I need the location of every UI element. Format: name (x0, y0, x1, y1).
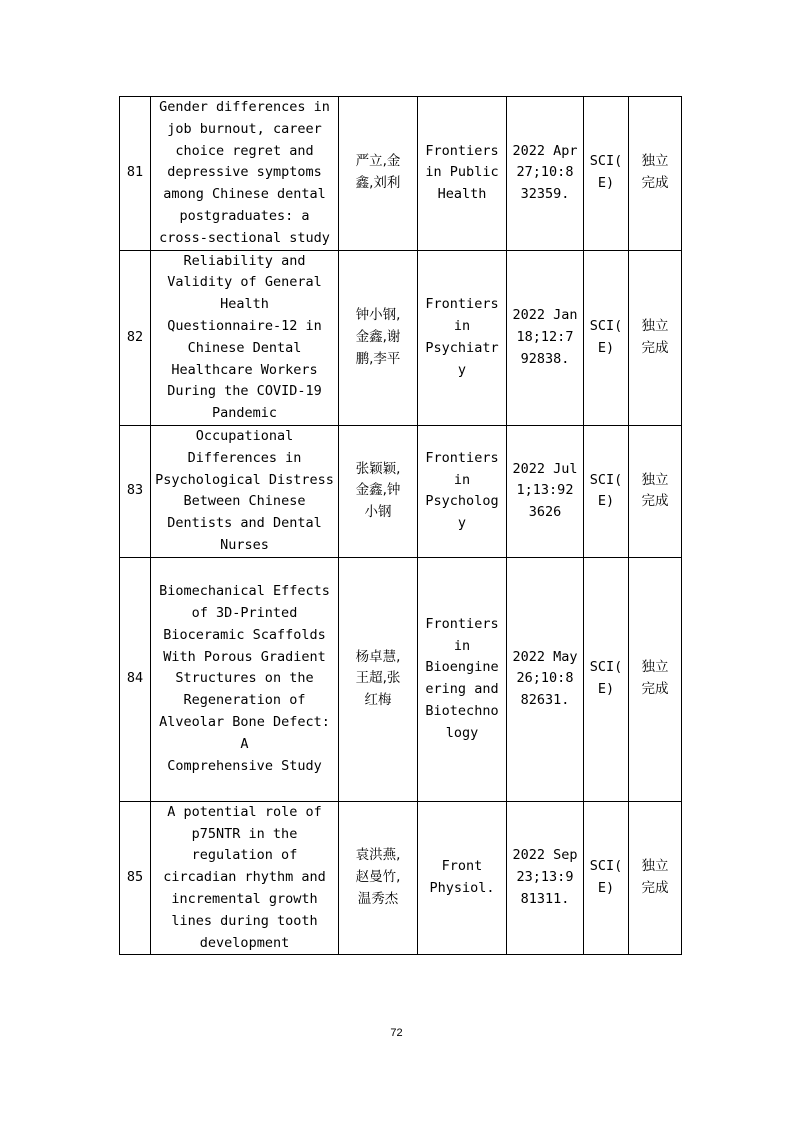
cell-line: in (453, 317, 471, 334)
cell-line: 82631. (520, 692, 570, 709)
cell-line: Structures on the (175, 670, 314, 687)
cell-line: With Porous Gradient (163, 648, 326, 665)
authors (339, 557, 418, 801)
cell-line: Between Chinese (183, 493, 306, 510)
cell-line: 32359. (520, 186, 570, 203)
authors (339, 801, 418, 955)
citation (507, 801, 584, 955)
cell-line: y (457, 361, 467, 378)
cell-line: 独立 (641, 858, 669, 875)
cell-line: E) (597, 681, 615, 698)
table-body (120, 97, 682, 955)
cell-line: 18;12:7 (516, 328, 574, 345)
cell-line: Biomechanical Effects (159, 583, 330, 600)
cell-line: of 3D-Printed (191, 604, 298, 621)
cell-line: regulation of (191, 847, 298, 864)
paper-title (151, 250, 339, 425)
row-number: 83 (120, 425, 151, 557)
cell-line: 张颖颖, (355, 460, 401, 477)
cell-line: job burnout, career (167, 120, 322, 137)
cell-line: Psychiatr (425, 339, 499, 356)
cell-line: During the COVID-19 (167, 383, 322, 400)
table-row (120, 97, 682, 251)
contribution (629, 250, 682, 425)
row-number: 81 (120, 97, 151, 251)
cell-line: Regeneration of (183, 692, 306, 709)
cell-line: Psycholog (425, 493, 499, 510)
cell-line: Nurses (220, 536, 269, 553)
cell-line: in Public (425, 164, 499, 181)
cell-line: 赵曼竹, (355, 869, 401, 886)
cell-line: Chinese Dental (187, 339, 302, 356)
cell-line: 鹏,李平 (355, 350, 401, 367)
cell-line: Psychological Distress (155, 471, 334, 488)
contribution (629, 97, 682, 251)
cell-line: 完成 (641, 880, 669, 897)
row-number: 82 (120, 250, 151, 425)
cell-line: circadian rhythm and (163, 869, 326, 886)
index-type (584, 97, 629, 251)
cell-line: Occupational (195, 427, 294, 444)
cell-line: 独立 (641, 659, 669, 676)
cell-line: ering and (425, 681, 499, 698)
cell-line: 鑫,刘利 (355, 175, 401, 192)
cell-line: 3626 (528, 504, 562, 521)
citation (507, 557, 584, 801)
publication-table (119, 96, 682, 955)
cell-line: development (199, 934, 290, 951)
index-type (584, 801, 629, 955)
cell-line: 王超,张 (355, 670, 401, 687)
cell-line: E) (597, 339, 615, 356)
cell-line: E) (597, 175, 615, 192)
cell-line: 完成 (641, 681, 669, 698)
table-row (120, 801, 682, 955)
cell-line: 81311. (520, 890, 570, 907)
cell-line: Frontiers (425, 449, 499, 466)
cell-line: 完成 (641, 175, 669, 192)
cell-line: SCI( (589, 153, 623, 170)
cell-line: Bioengine (425, 659, 499, 676)
cell-line: Gender differences in (159, 99, 330, 115)
cell-line: 杨卓慧, (355, 648, 401, 665)
cell-line: Bioceramic Scaffolds (163, 626, 326, 643)
row-number: 85 (120, 801, 151, 955)
cell-line: A potential role of (167, 803, 322, 820)
cell-line: 独立 (641, 317, 669, 334)
cell-line: 独立 (641, 153, 669, 170)
cell-line: Validity of General (167, 274, 322, 291)
cell-line: 温秀杰 (357, 890, 399, 907)
journal (418, 557, 507, 801)
journal (418, 801, 507, 955)
cell-line: SCI( (589, 659, 623, 676)
cell-line: Pandemic (211, 405, 278, 422)
table-row (120, 425, 682, 557)
citation (507, 97, 584, 251)
cell-line: Frontiers (425, 615, 499, 632)
cell-line: Comprehensive Study (167, 757, 322, 774)
cell-line: cross-sectional study (159, 229, 330, 246)
cell-line: Frontiers (425, 142, 499, 159)
cell-line: E) (597, 880, 615, 897)
cell-line: SCI( (589, 317, 623, 334)
authors (339, 97, 418, 251)
cell-line: 金鑫,谢 (355, 328, 401, 345)
index-type (584, 557, 629, 801)
cell-line: 独立 (641, 471, 669, 488)
cell-line: 红梅 (364, 692, 392, 709)
citation (507, 250, 584, 425)
cell-line: Front (441, 858, 483, 875)
cell-line: E) (597, 493, 615, 510)
cell-line: 23;13:9 (516, 869, 574, 886)
index-type (584, 425, 629, 557)
paper-title (151, 801, 339, 955)
cell-line: 完成 (641, 339, 669, 356)
cell-line: 2022 Jul (512, 460, 578, 477)
index-type (584, 250, 629, 425)
cell-line: Health (220, 296, 269, 313)
cell-line: 完成 (641, 493, 669, 510)
cell-line: 2022 May (512, 648, 578, 665)
cell-line: Health (437, 186, 487, 203)
row-number: 84 (120, 557, 151, 801)
cell-line: Dentists and Dental (167, 515, 322, 532)
cell-line: Biotechno (425, 703, 499, 720)
contribution (629, 425, 682, 557)
cell-line: Healthcare Workers (171, 361, 318, 378)
paper-title (151, 97, 339, 251)
cell-line: 钟小钢, (355, 307, 401, 324)
cell-line: in (453, 637, 471, 654)
cell-line: Differences in (187, 449, 302, 466)
authors (339, 250, 418, 425)
cell-line: 2022 Jan (512, 307, 578, 324)
page-number: 72 (390, 1027, 403, 1039)
cell-line: 金鑫,钟 (355, 482, 401, 499)
cell-line: logy (445, 724, 479, 741)
cell-line: 27;10:8 (516, 164, 574, 181)
contribution (629, 557, 682, 801)
cell-line: depressive symptoms (167, 164, 322, 181)
cell-line: lines during tooth (171, 912, 318, 929)
cell-line: postgraduates: a (179, 207, 310, 224)
cell-line: Alveolar Bone Defect: A (159, 713, 330, 752)
paper-title (151, 557, 339, 801)
cell-line: p75NTR in the (191, 825, 298, 842)
journal (418, 97, 507, 251)
journal (418, 425, 507, 557)
cell-line: among Chinese dental (163, 186, 326, 203)
paper-title (151, 425, 339, 557)
cell-line: incremental growth (171, 890, 318, 907)
journal (418, 250, 507, 425)
cell-line: 1;13:92 (516, 482, 574, 499)
cell-line: Questionnaire-12 in (167, 317, 322, 334)
contribution (629, 801, 682, 955)
table-row (120, 557, 682, 801)
cell-line: SCI( (589, 471, 623, 488)
cell-line: 92838. (520, 350, 570, 367)
cell-line: 严立,金 (355, 153, 401, 170)
authors (339, 425, 418, 557)
cell-line: 袁洪燕, (355, 847, 401, 864)
table-row (120, 250, 682, 425)
cell-line: Frontiers (425, 296, 499, 313)
cell-line: 2022 Sep (512, 847, 578, 864)
citation (507, 425, 584, 557)
cell-line: 26;10:8 (516, 670, 574, 687)
cell-line: in (453, 471, 471, 488)
cell-line: 2022 Apr (512, 142, 578, 159)
cell-line: y (457, 515, 467, 532)
cell-line: choice regret and (175, 142, 314, 159)
cell-line: Reliability and (183, 252, 306, 269)
cell-line: SCI( (589, 858, 623, 875)
cell-line: Physiol. (429, 880, 495, 897)
cell-line: 小钢 (364, 504, 392, 521)
